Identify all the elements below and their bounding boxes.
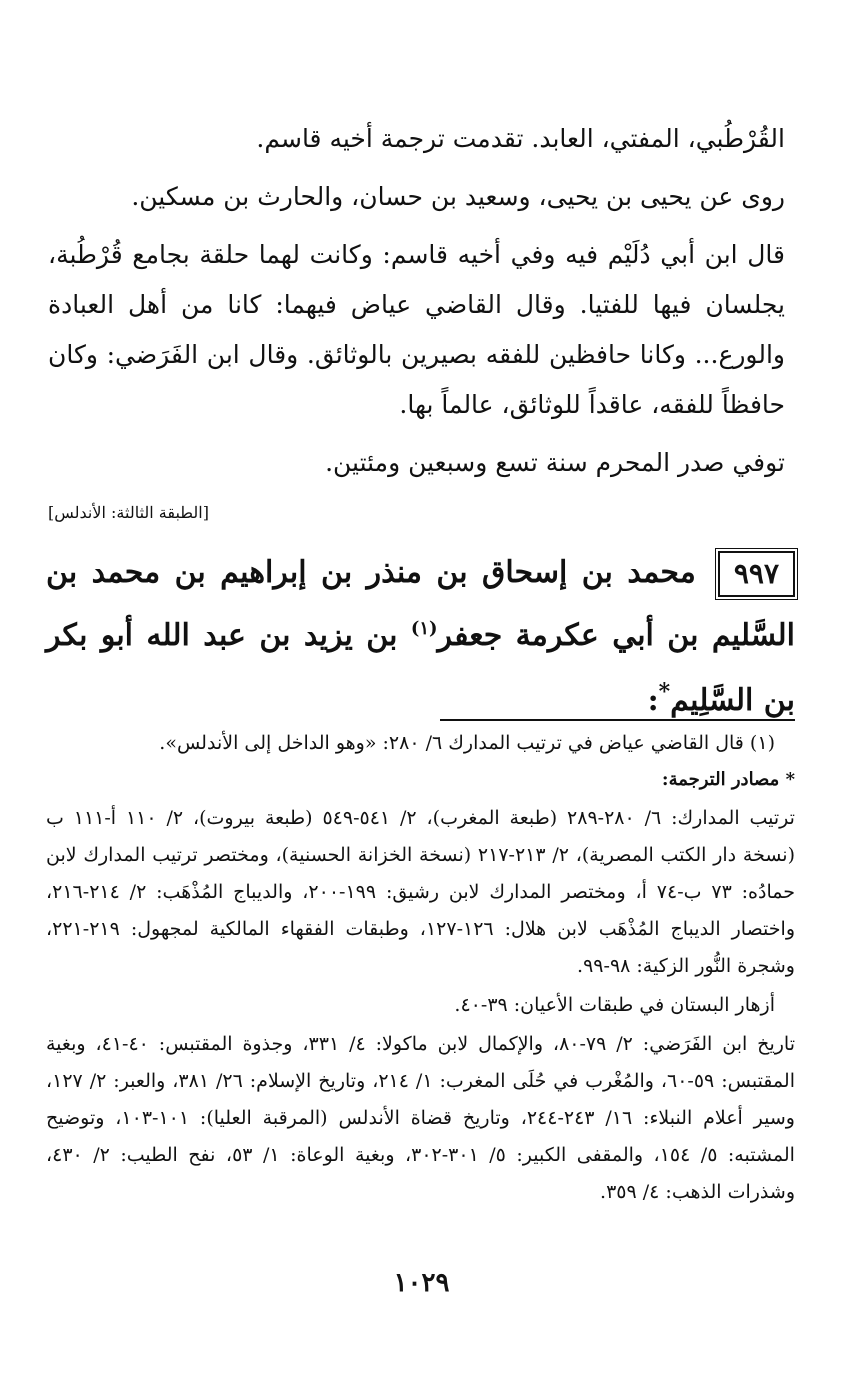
paragraph-3: قال ابن أبي دُلَيْم فيه وفي أخيه قاسم: وكانت لهما حلقة بجامع قُرْطُبة، يجلسان فيها للفتيا. وقال القاضي عياض فيهما: كانا من أهل العبادة والورع... وكانا حافظين للفقه بصيرين بالوثائق. وقال ابن الفَرَضي: وكان حافظاً للفقه، عاقداً للوثائق، عالماً بها. — [48, 240, 785, 419]
sources-heading: * مصادر الترجمة: — [661, 769, 795, 790]
section-tag: [الطبقة الثالثة: الأندلس] — [48, 503, 209, 522]
sources-paragraph-3: تاريخ ابن الفَرَضي: ٢/ ٧٩-٨٠، والإكمال لابن ماكولا: ٤/ ٣٣١، وجذوة المقتبس: ٤٠-٤١، وبغية المقتبس: ٥٩-٦٠، والمُغْرب في حُلَى المغرب: ١/ ٢١٤، وتاريخ الإسلام: ٢٦/ ٣٨١، والعبر: ٢/ ١٢٧، وسير أعلام النبلاء: ١٦/ ٢٤٣-٢٤٤، وتاريخ قضاة الأندلس (المرقبة العليا): ١٠١-١٠٣، وتوضيح المشتبه: ٥/ ١٥٤، والمقفى الكبير: ٥/ ٣٠١-٣٠٢، وبغية الوعاة: ١/ ٥٣، نفح الطيب: ٢/ ٤٣٠، وشذرات الذهب: ٤/ ٣٥٩. — [46, 1033, 795, 1203]
footnote-marker: (١) — [410, 618, 438, 639]
entry-heading-rest: بن يزيد بن عبد الله أبو بكر بن السَّلِيم — [46, 618, 795, 718]
paragraph-2: روى عن يحيى بن يحيى، وسعيد بن حسان، والحارث بن مسكين. — [131, 182, 785, 211]
page-number: ١٠٢٩ — [393, 1268, 450, 1298]
biography-entry — [46, 545, 795, 729]
footnote-1: (١) قال القاضي عياض في ترتيب المدارك ٦/ ٢٨٠: «وهو الداخل إلى الأندلس». — [159, 732, 775, 754]
entry-number-box: ٩٩٧ — [718, 551, 795, 597]
sources-paragraph-2: أزهار البستان في طبقات الأعيان: ٣٩-٤٠. — [454, 994, 775, 1016]
footnotes — [46, 728, 795, 1211]
entry-heading-text: محمد بن إسحاق بن منذر بن إبراهيم بن محمد بن السَّليم بن أبي عكرمة جعفر — [46, 555, 796, 653]
paragraph-1: القُرْطُبي، المفتي، العابد. تقدمت ترجمة أخيه قاسم. — [256, 124, 785, 153]
sources-paragraph-1: ترتيب المدارك: ٦/ ٢٨٠-٢٨٩ (طبعة المغرب)، ٢/ ٥٤١-٥٤٩ (طبعة بيروت)، ٢/ ١١٠ أ-١١١ ب (نسخة دار الكتب المصرية)، ٢/ ٢١٣-٢١٧ (نسخة الخزانة الحسنية)، ومختصر ترتيب المدارك لابن حمادُه: ٧٣ ب-٧٤ أ، ومختصر المدارك لابن رشيق: ١٩٩-٢٠٠، والديباج المُذْهَب: ٢/ ٢١٤-٢١٦، واختصار الديباج المُذْهَب لابن هلال: ١٢٦-١٢٧، وطبقات الفقهاء المالكية لمجهول: ٢١٩-٢٢١، وشجرة النُّور الزكية: ٩٨-٩٩. — [46, 807, 795, 977]
entry-heading — [46, 545, 795, 729]
paragraph-4: توفي صدر المحرم سنة تسع وسبعين ومئتين. — [325, 448, 785, 477]
main-text — [48, 114, 785, 488]
footnote-divider — [440, 719, 795, 721]
entry-heading-colon: : — [647, 683, 659, 718]
sources-star: * — [658, 679, 671, 705]
